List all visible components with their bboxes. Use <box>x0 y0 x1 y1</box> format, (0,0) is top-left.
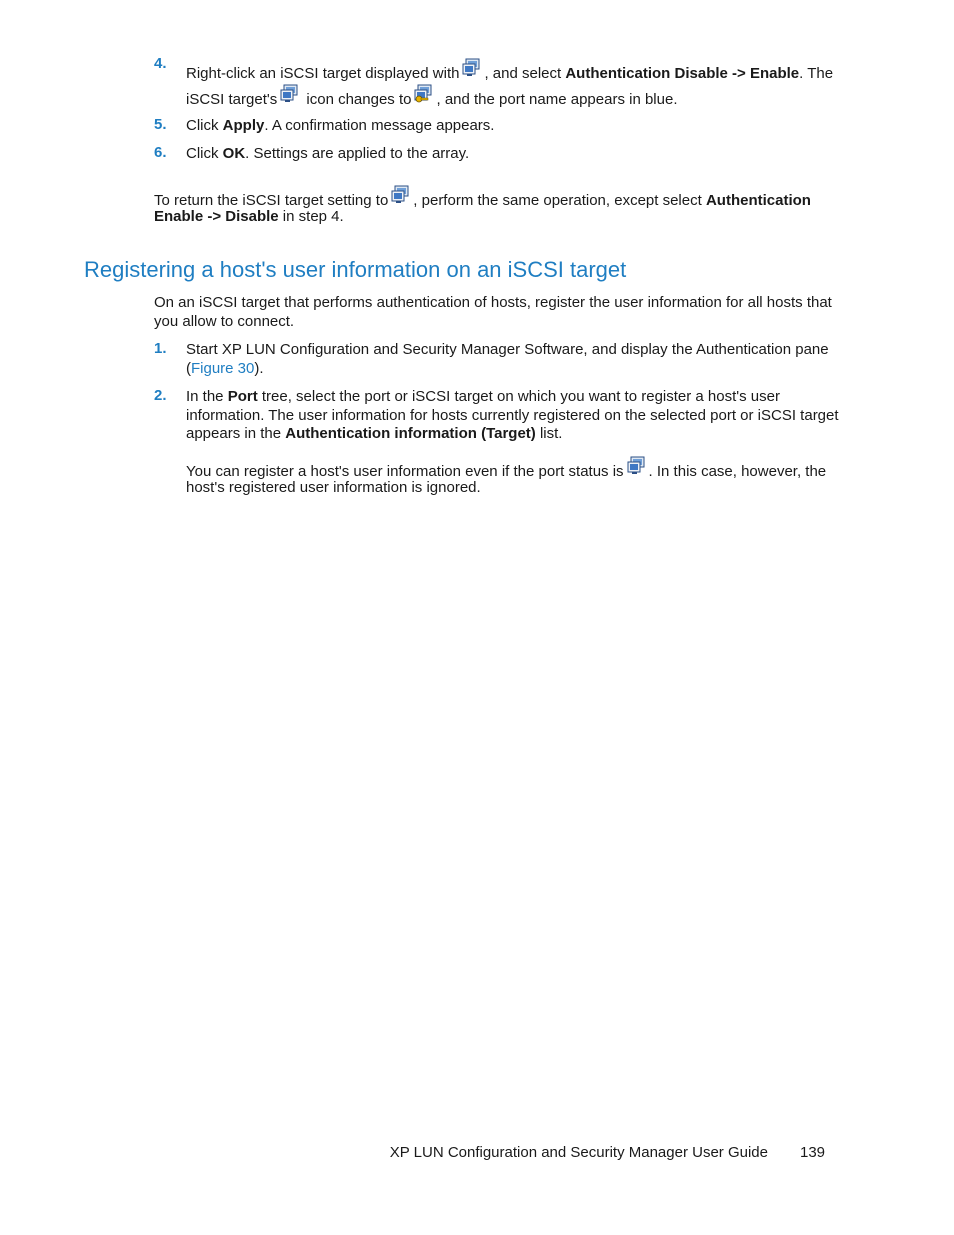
step-2-bold-port: Port <box>227 388 258 405</box>
step-2-text-a: In the <box>186 388 228 405</box>
iscsi-target-icon <box>462 62 481 80</box>
step-5-line <box>186 116 494 135</box>
step-4-text-a: Right-click an iSCSI target displayed with <box>186 65 460 82</box>
footer-title: XP LUN Configuration and Security Manager User Guide <box>389 1144 768 1161</box>
step-2-bold-list: Authentication information (Target) <box>285 425 536 442</box>
step-6-number: 6. <box>154 144 167 161</box>
step-4-text-d: iSCSI target's <box>186 91 278 108</box>
step-4-bold-command: Authentication Disable -> Enable <box>565 65 800 82</box>
return-bold-a: Authentication <box>705 192 811 209</box>
step-4-text-c: . The <box>799 65 834 82</box>
step-2-number: 2. <box>154 387 167 404</box>
note-text-b: . In this case, however, the <box>648 463 827 480</box>
return-para-line-2 <box>154 207 344 226</box>
step-2-line-2: information. The user information for hosts currently registered on the selected port or iSCSI target <box>186 407 839 424</box>
step-4-text-e: icon changes to <box>302 91 412 108</box>
step-6-line <box>186 144 469 163</box>
intro-line-1: On an iSCSI target that performs authentication of hosts, register the user information for all hosts that <box>154 294 832 311</box>
step-4-line-2 <box>186 88 677 109</box>
step-5-bold: Apply <box>222 117 265 134</box>
port-status-icon <box>627 460 646 478</box>
step-2-text-c: appears in the <box>186 425 286 442</box>
step-1-line-1: Start XP LUN Configuration and Security Manager Software, and display the Authentication pane <box>186 341 829 358</box>
step-6-text-b: . Settings are applied to the array. <box>245 145 470 162</box>
step-1-paren-open: ( <box>186 360 191 377</box>
step-2-text-d: list. <box>535 425 563 442</box>
step-1-paren-close: ). <box>254 360 264 377</box>
step-1-line-2 <box>186 359 264 378</box>
step-6-text-a: Click <box>186 145 223 162</box>
step-2-line-3 <box>186 424 562 443</box>
step-4-number: 4. <box>154 55 167 72</box>
step-1-number: 1. <box>154 340 167 357</box>
step-4-text-b: , and select <box>484 65 566 82</box>
figure-30-link[interactable]: Figure 30 <box>191 360 255 377</box>
note-text-a: You can register a host's user information even if the port status is <box>186 463 624 480</box>
step-4-text-f: , and the port name appears in blue. <box>436 91 678 108</box>
step-4-line-1 <box>186 62 833 83</box>
iscsi-target-icon <box>280 88 299 106</box>
return-bold-b: Enable -> Disable <box>154 208 279 225</box>
section-heading: Registering a host's user information on an iSCSI target <box>84 257 627 282</box>
return-text-b: , perform the same operation, except select <box>413 192 706 209</box>
return-text-c: in step 4. <box>278 208 344 225</box>
step-2-text-b: tree, select the port or iSCSI target on which you want to register a host's user <box>257 388 780 405</box>
page-number: 139 <box>800 1144 826 1161</box>
iscsi-target-icon <box>391 189 410 207</box>
step-5-text-a: Click <box>186 117 223 134</box>
step-2-line-1 <box>186 387 780 406</box>
step-5-text-b: . A confirmation message appears. <box>264 117 495 134</box>
return-text-a: To return the iSCSI target setting to <box>154 192 389 209</box>
note-line-2: host's registered user information is ignored. <box>186 479 481 496</box>
iscsi-target-authenticated-icon <box>414 88 433 106</box>
intro-line-2: you allow to connect. <box>154 313 295 330</box>
step-5-number: 5. <box>154 116 167 133</box>
step-6-bold: OK <box>222 145 246 162</box>
